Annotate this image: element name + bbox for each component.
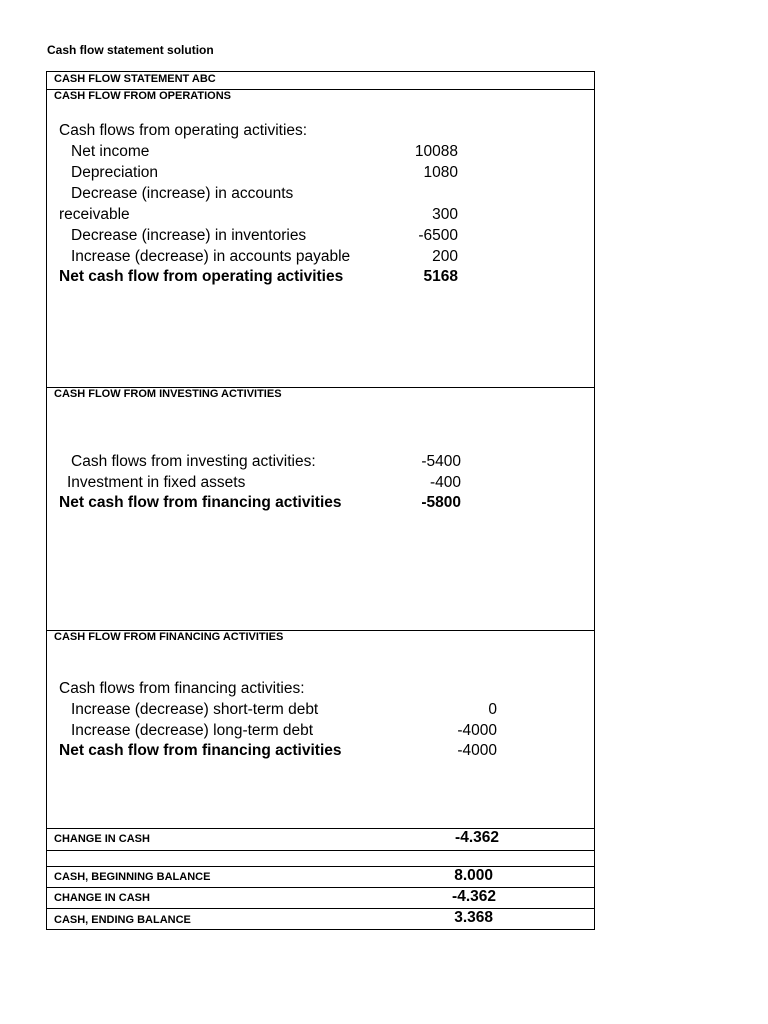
operations-total-label: Net cash flow from operating activities	[59, 268, 344, 285]
investing-row-value: -400	[429, 474, 461, 491]
operations-row-value: 300	[432, 206, 458, 223]
operations-total-value: 5168	[423, 268, 458, 285]
investing-total-value: -5800	[421, 494, 461, 511]
divider	[47, 828, 594, 829]
divider	[47, 887, 594, 888]
beginning-balance-value: 8.000	[454, 867, 493, 884]
investing-header: CASH FLOW FROM INVESTING ACTIVITIES	[54, 388, 282, 400]
operations-row-label: Depreciation	[71, 164, 159, 181]
ending-balance-label: CASH, ENDING BALANCE	[54, 914, 191, 926]
change-in-cash-label: CHANGE IN CASH	[54, 833, 150, 845]
beginning-balance-label: CASH, BEGINNING BALANCE	[54, 871, 211, 883]
operations-row-label: Increase (decrease) in accounts payable	[71, 248, 351, 265]
financing-row-value: 0	[488, 701, 497, 718]
operations-row-value: 10088	[414, 143, 458, 160]
change-in-cash-value-2: -4.362	[452, 888, 496, 905]
operations-row-label: Decrease (increase) in accounts	[71, 185, 294, 202]
cash-flow-table	[46, 71, 595, 930]
investing-total-label: Net cash flow from financing activities	[59, 494, 342, 511]
table-title: CASH FLOW STATEMENT ABC	[54, 73, 216, 85]
divider	[47, 866, 594, 867]
operations-subtitle: Cash flows from operating activities:	[59, 122, 308, 139]
change-in-cash-value: -4.362	[455, 829, 499, 846]
operations-row-value: -6500	[418, 227, 458, 244]
operations-row-label-continued: receivable	[59, 206, 130, 223]
operations-row-value: 200	[432, 248, 458, 265]
page-title: Cash flow statement solution	[47, 43, 214, 57]
operations-row-value: 1080	[423, 164, 458, 181]
financing-total-label: Net cash flow from financing activities	[59, 742, 342, 759]
financing-row-value: -4000	[457, 722, 497, 739]
operations-row-label: Net income	[71, 143, 150, 160]
financing-total-value: -4000	[457, 742, 497, 759]
change-in-cash-label-2: CHANGE IN CASH	[54, 892, 150, 904]
divider	[47, 908, 594, 909]
financing-row-label: Increase (decrease) long-term debt	[71, 722, 314, 739]
ending-balance-value: 3.368	[454, 909, 493, 926]
operations-header: CASH FLOW FROM OPERATIONS	[54, 90, 232, 102]
operations-row-label: Decrease (increase) in inventories	[71, 227, 307, 244]
investing-row-label: Investment in fixed assets	[67, 474, 246, 491]
financing-subtitle: Cash flows from financing activities:	[59, 680, 305, 697]
divider	[47, 850, 594, 851]
investing-row-label: Cash flows from investing activities:	[71, 453, 316, 470]
investing-row-value: -5400	[421, 453, 461, 470]
financing-header: CASH FLOW FROM FINANCING ACTIVITIES	[54, 631, 284, 643]
financing-row-label: Increase (decrease) short-term debt	[71, 701, 319, 718]
